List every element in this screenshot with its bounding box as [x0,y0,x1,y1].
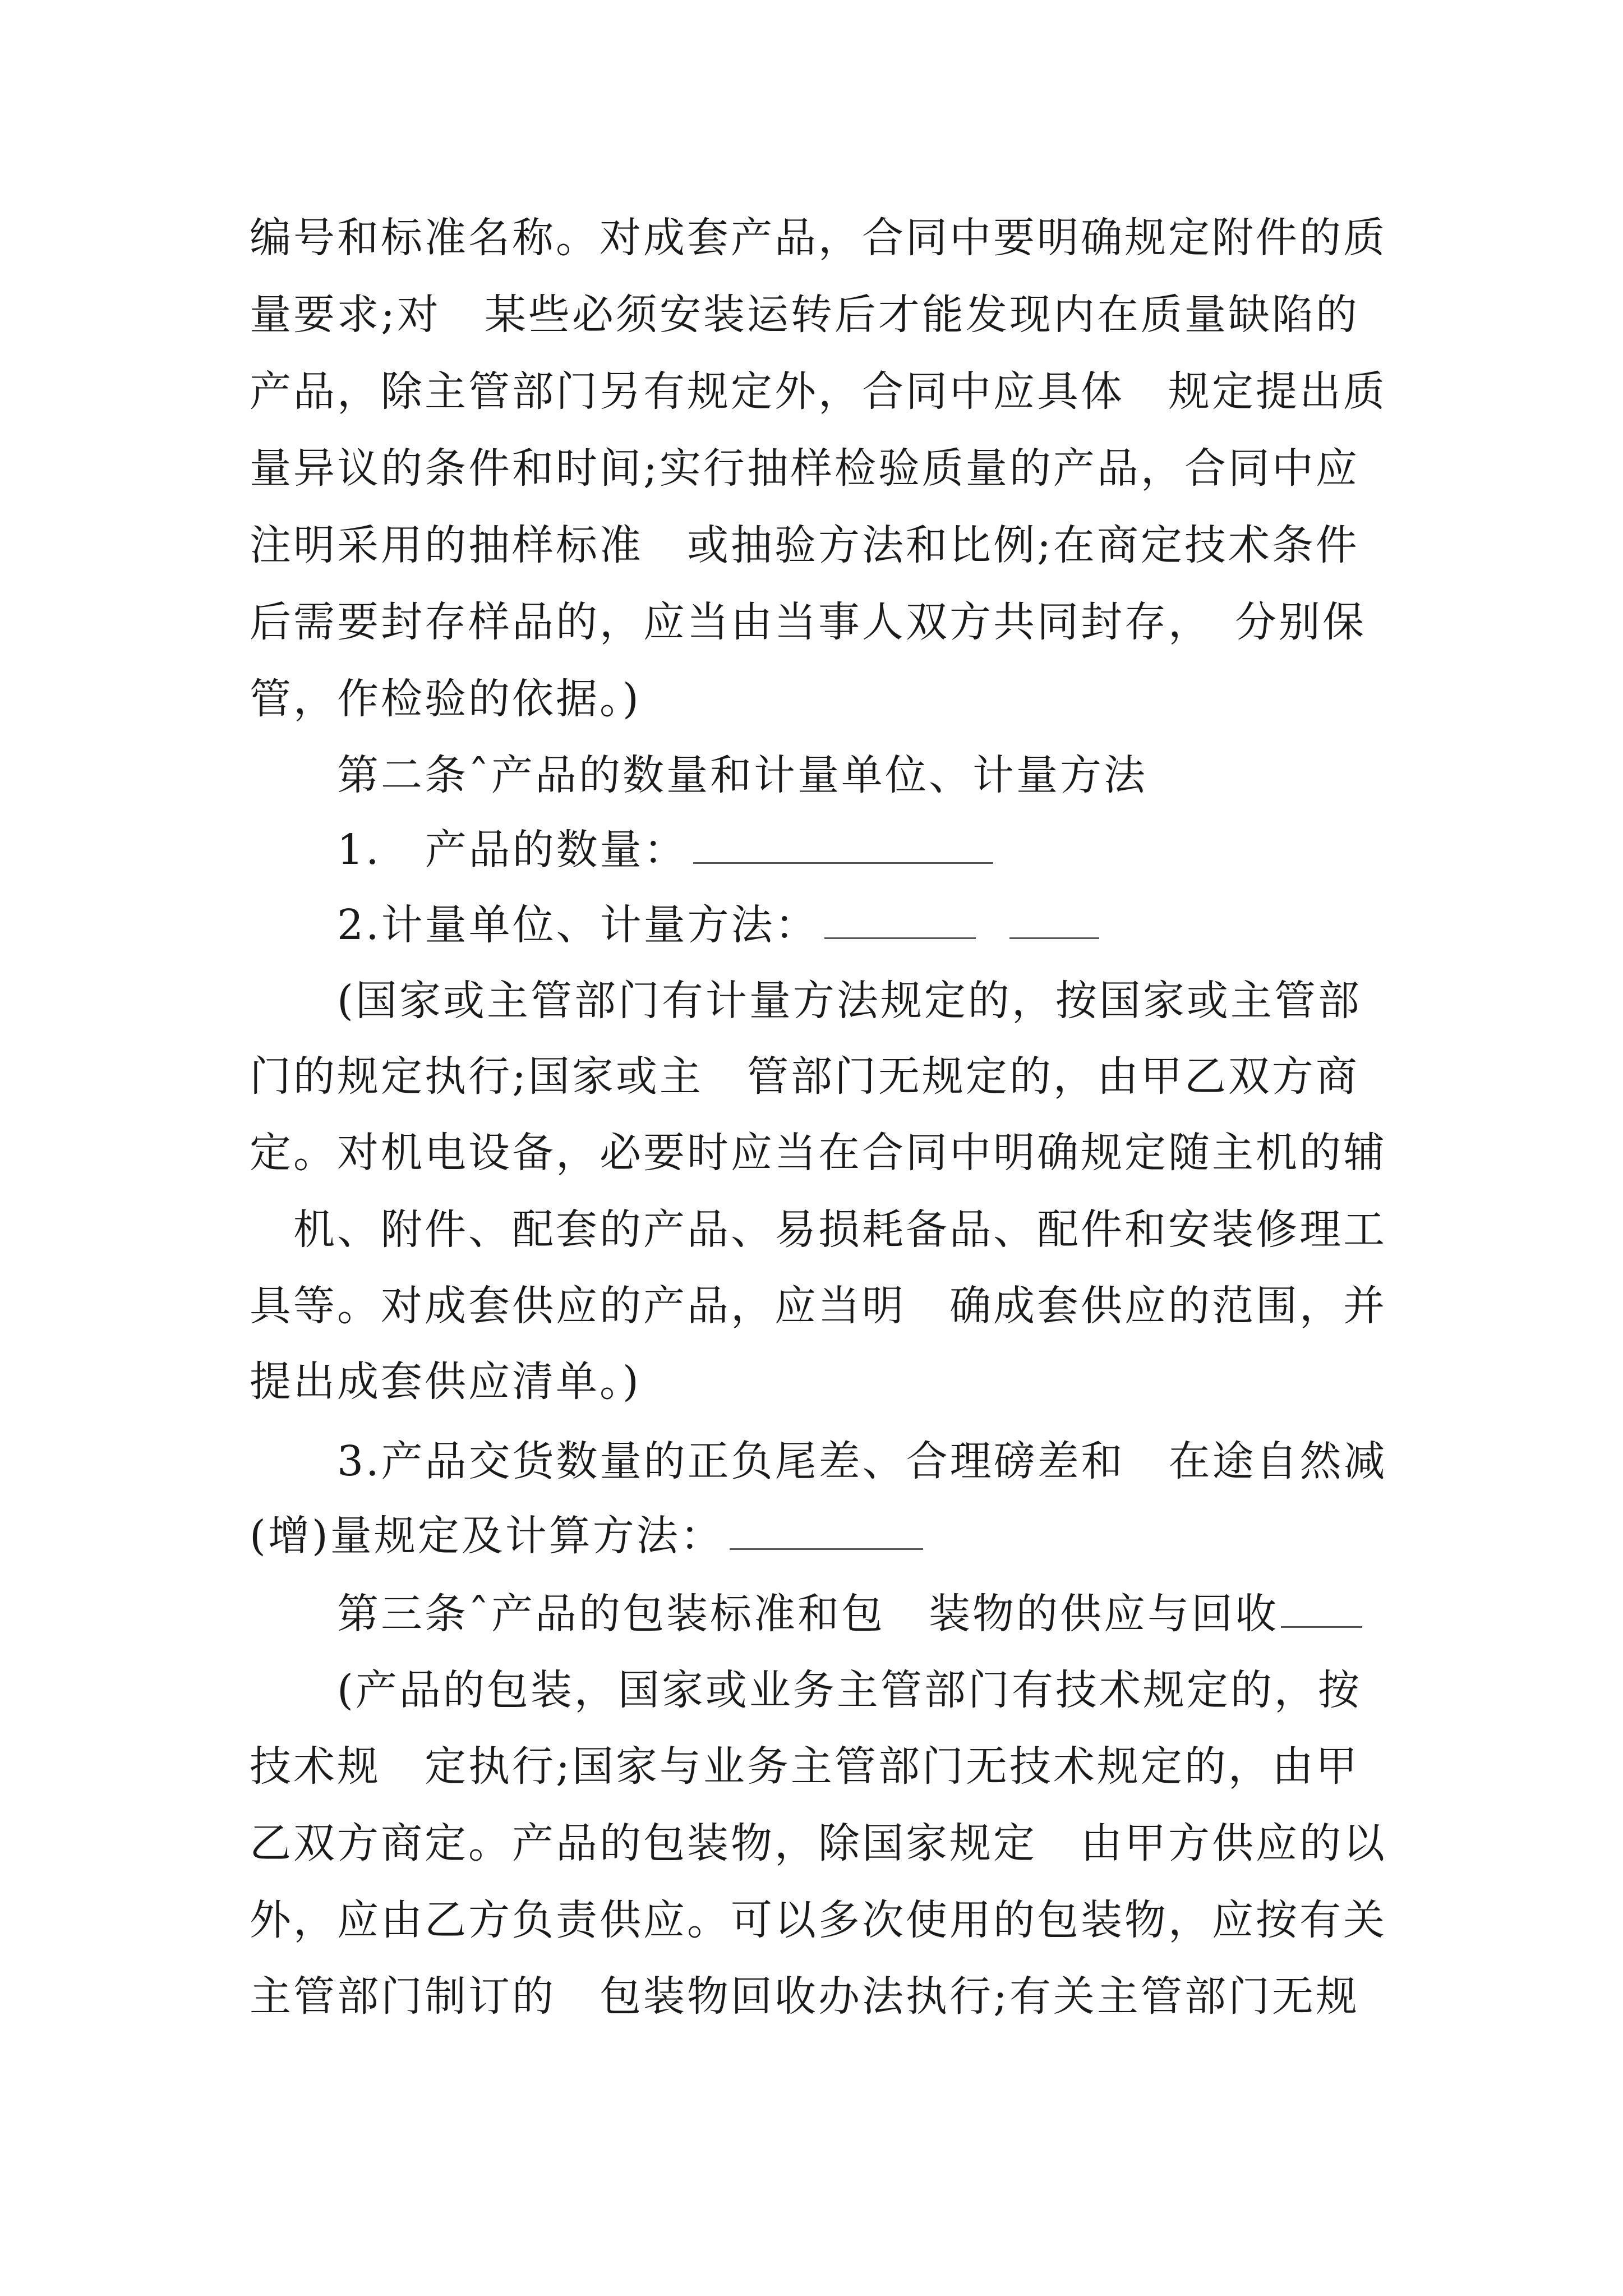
article-3-heading [250,1581,1388,1647]
text-line-17 [250,1428,1388,1494]
text-line-24 [250,1963,1388,2030]
text-line-7 [250,666,1388,732]
line-text: 具等。对成套供应的产品，应当明 确成套供应的范围，并 [250,1282,1387,1330]
text-line-11 [250,968,1388,1034]
quantity-blank [693,823,993,864]
text-line-2 [250,282,1388,348]
unit-blank [824,898,976,939]
text-line-3 [250,358,1388,425]
text-line-4 [250,435,1388,501]
text-line-21 [250,1733,1388,1800]
line-text: 注明采用的抽样标准 或抽验方法和比例;在商定技术条件 [250,521,1359,569]
line-text: 产品，除主管部门另有规定外，合同中应具体 规定提出质 [250,367,1387,416]
text-line-13 [250,1120,1388,1186]
line-text: 提出成套供应清单。) [250,1358,641,1406]
line-text: 外，应由乙方负责供应。可以多次使用的包装物，应按有关 [250,1896,1387,1944]
line-text: 定。对机电设备，必要时应当在合同中明确规定随主机的辅 [250,1129,1387,1177]
line-text: 2.计量单位、计量方法： [250,901,819,949]
line-text: 机、附件、配套的产品、易损耗备品、配件和安装修理工 [250,1205,1387,1254]
quantity-line [250,817,1388,883]
text-line-15 [250,1273,1388,1339]
article-2-heading [250,742,1388,808]
line-text: 第二条ˆ产品的数量和计量单位、计量方法 [250,751,1147,799]
line-text: (产品的包装，国家或业务主管部门有技术规定的，按 [250,1666,1362,1714]
line-text: 量异议的条件和时间;实行抽样检验质量的产品，合同中应 [250,444,1359,493]
line-text: 乙双方商定。产品的包装物，除国家规定 由甲方供应的以 [250,1819,1387,1867]
text-line-5 [250,512,1388,578]
text-line-16 [250,1349,1388,1415]
text-line-20 [250,1657,1388,1723]
line-text: 编号和标准名称。对成套产品，合同中要明确规定附件的质 [250,214,1387,262]
packaging-blank [1281,1587,1362,1628]
method-blank [1009,898,1099,939]
text-line-23 [250,1887,1388,1953]
line-text: 第三条ˆ产品的包装标准和包 装物的供应与回收 [250,1590,1279,1638]
line-text: (增)量规定及计算方法： [250,1512,724,1560]
unit-method-line [250,892,1388,958]
text-line-12 [250,1043,1388,1110]
line-text: 管，作检验的依据。) [250,675,641,723]
line-text: 技术规 定执行;国家与业务主管部门无技术规定的，由甲 [250,1742,1359,1791]
line-text: 门的规定执行;国家或主 管部门无规定的，由甲乙双方商 [250,1052,1359,1101]
line-text: 主管部门制订的 包装物回收办法执行;有关主管部门无规 [250,1972,1359,2021]
line-text: 量要求;对 某些必须安装运转后才能发现内在质量缺陷的 [250,291,1359,339]
text-line-14 [250,1197,1388,1263]
line-text: 后需要封存样品的，应当由当事人双方共同封存， 分别保 [250,598,1366,646]
calculation-line [250,1503,1388,1569]
text-line-22 [250,1810,1388,1876]
text-line-6 [250,589,1388,655]
line-text: 1. 产品的数量： [250,826,688,874]
calculation-blank [730,1509,923,1550]
text-line-1 [250,205,1388,271]
line-text: 3.产品交货数量的正负尾差、合理磅差和 在途自然减 [250,1437,1387,1485]
line-text: (国家或主管部门有计量方法规定的，按国家或主管部 [250,977,1362,1025]
